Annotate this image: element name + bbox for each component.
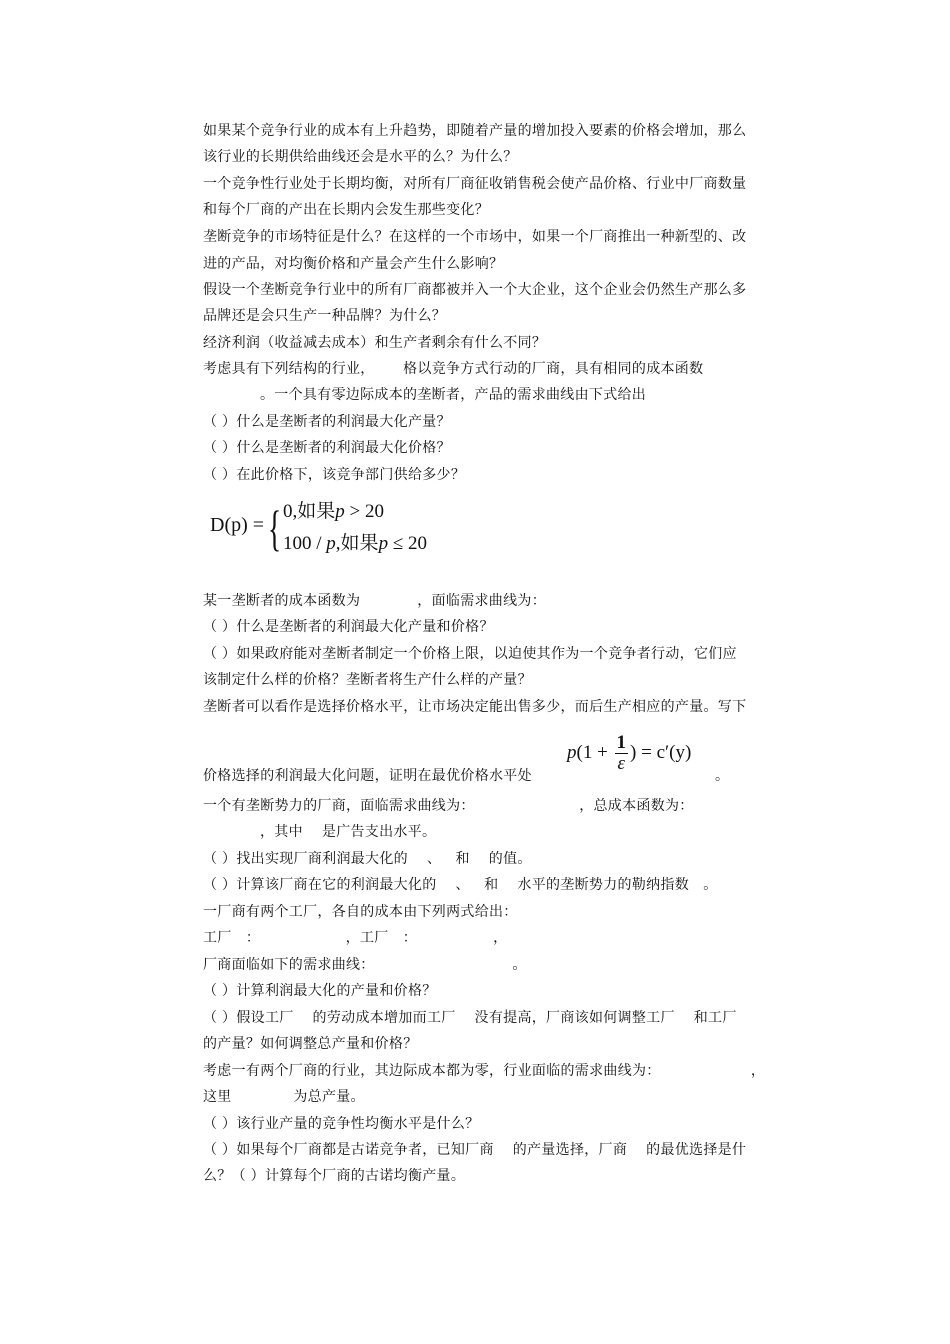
question-8-period: 。 (715, 768, 730, 784)
pricing-formula-rhs: ) = c′(y) (630, 741, 692, 763)
question-7-line-1: 某一垄断者的成本函数为 ，面临需求曲线为： (203, 593, 547, 609)
question-5-line: 经济利润（收益减去成本）和生产者剩余有什么不同？ (203, 335, 547, 351)
question-1-line-2: 该行业的长期供给曲线还会是水平的么？为什么？ (203, 149, 518, 165)
question-6-line-1: 考虑具有下列结构的行业， 格以竞争方式行动的厂商，具有相同的成本函数 (203, 361, 704, 377)
question-7-part-2-line-1: （ ）如果政府能对垄断者制定一个价格上限，以迫使其作为一个竞争者行动，它们应 (203, 646, 737, 662)
question-9-line-2: ，其中 是广告支出水平。 (203, 824, 437, 840)
question-2-line-1: 一个竞争性行业处于长期均衡，对所有厂商征收销售税会使产品价格、行业中厂商数量 (203, 176, 747, 192)
question-9-part-2: （ ）计算该厂商在它的利润最大化的 、 和 水平的垄断势力的勒纳指数 。 (203, 877, 718, 893)
question-4-line-2: 品牌还是会只生产一种品牌？为什么？ (203, 308, 447, 324)
pricing-formula-denominator: ε (617, 753, 626, 774)
pricing-formula-plus: 1 + (582, 741, 613, 763)
demand-formula-brace: { (268, 500, 282, 556)
question-7-part-2-line-2: 该制定什么样的价格？垄断者将生产什么样的产量？ (203, 672, 532, 688)
question-11-part-2-line-2: 么？（ ）计算每个厂商的古诺均衡产量。 (203, 1168, 466, 1184)
question-10-part-2-line-2: 的产量？如何调整总产量和价格？ (203, 1036, 418, 1052)
pricing-formula-numerator: 1 (616, 732, 627, 753)
pricing-formula (567, 733, 691, 774)
question-2-line-2: 和每个厂商的产出在长期内会发生那些变化？ (203, 202, 489, 218)
pricing-formula-p: p (567, 741, 577, 763)
question-10-line-3: 厂商面临如下的需求曲线： 。 (203, 957, 527, 973)
question-10-part-2-line-1: （ ）假设工厂 的劳动成本增加而工厂 没有提高，厂商该如何调整工厂 和工厂 (203, 1010, 737, 1026)
question-7-part-1: （ ）什么是垄断者的利润最大化产量和价格？ (203, 619, 494, 635)
question-1-line-1: 如果某个竞争行业的成本有上升趋势，即随着产量的增加投入要素的价格会增加，那么 (203, 123, 747, 139)
question-11-line-1: 考虑一有两个厂商的行业，其边际成本都为零，行业面临的需求曲线为： ， (203, 1063, 766, 1079)
question-8-line-1: 垄断者可以看作是选择价格水平，让市场决定能出售多少，而后生产相应的产量。写下 (203, 699, 747, 715)
question-8-line-2: 价格选择的利润最大化问题，证明在最优价格水平处 (203, 768, 532, 784)
demand-formula-case-1: 0,如果p > 20 (283, 501, 384, 522)
pricing-formula-fraction (615, 733, 629, 774)
question-10-line-2: 工厂 ： ，工厂 ： ， (203, 930, 508, 946)
question-3-line-2: 进的产品，对均衡价格和产量会产生什么影响？ (203, 256, 504, 272)
pricing-formula-open: ( (576, 741, 583, 763)
question-6-part-2: （ ）什么是垄断者的利润最大化价格？ (203, 440, 451, 456)
question-6-line-2: 。一个具有零边际成本的垄断者，产品的需求曲线由下式给出 (203, 387, 647, 403)
question-9-part-1: （ ）找出实现厂商利润最大化的 、 和 的值。 (203, 851, 532, 867)
question-3-line-1: 垄断竞争的市场特征是什么？在这样的一个市场中，如果一个厂商推出一种新型的、改 (203, 229, 747, 245)
question-6-part-1: （ ）什么是垄断者的利润最大化产量？ (203, 414, 451, 430)
question-11-part-2-line-1: （ ）如果每个厂商都是古诺竞争者，已知厂商 的产量选择，厂商 的最优选择是什 (203, 1142, 747, 1158)
question-11-line-2: 这里 为总产量。 (203, 1089, 365, 1105)
question-10-part-1: （ ）计算利润最大化的产量和价格？ (203, 983, 437, 999)
demand-formula-case-2: 100 / p,如果p ≤ 20 (283, 533, 427, 554)
question-11-part-1: （ ）该行业产量的竞争性均衡水平是什么？ (203, 1116, 480, 1132)
question-6-part-3: （ ）在此价格下，该竞争部门供给多少？ (203, 467, 466, 483)
question-4-line-1: 假设一个垄断竞争行业中的所有厂商都被并入一个大企业，这个企业会仍然生产那么多 (203, 282, 747, 298)
question-9-line-1: 一个有垄断势力的厂商，面临需求曲线为： ，总成本函数为： (203, 798, 694, 814)
question-10-line-1: 一厂商有两个工厂，各自的成本由下列两式给出： (203, 904, 518, 920)
demand-formula-lhs: D(p) = (210, 514, 265, 536)
